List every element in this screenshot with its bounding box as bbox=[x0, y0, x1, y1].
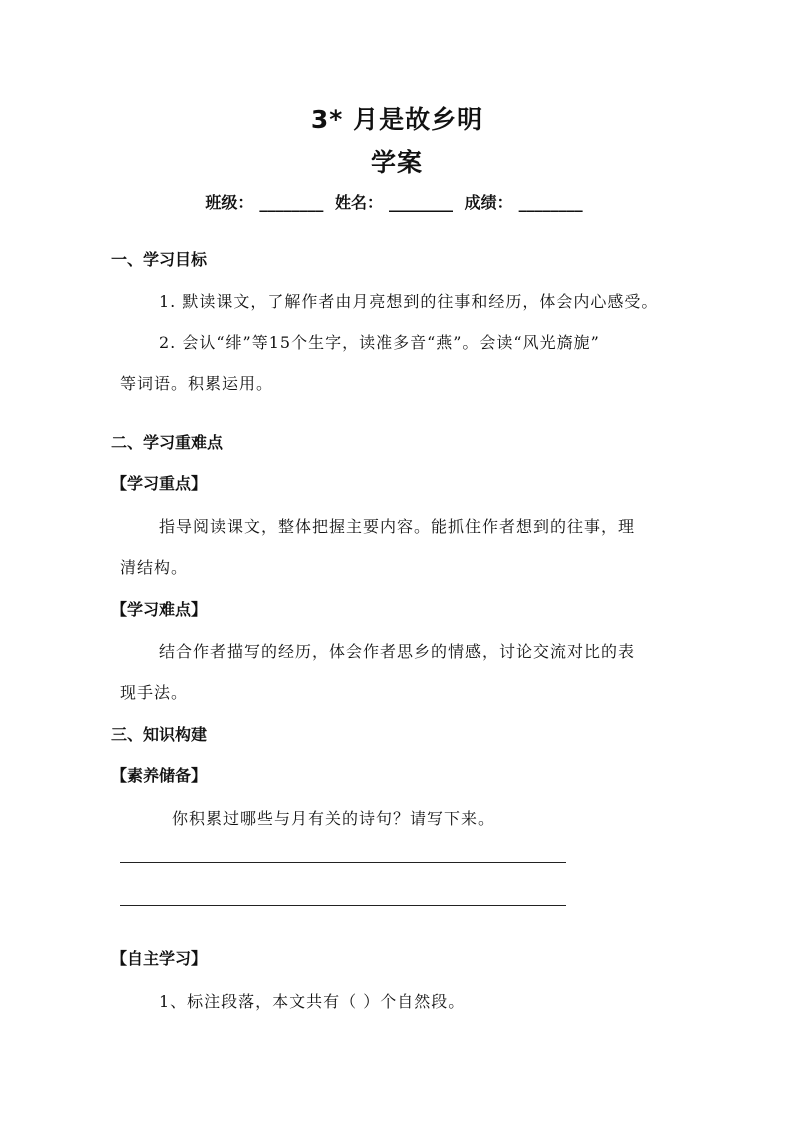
reserve-label: 【素养储备】 bbox=[111, 766, 208, 785]
self-study-item-1: 1、标注段落，本文共有（ ）个自然段。 bbox=[159, 992, 466, 1011]
student-info-line bbox=[0, 190, 794, 213]
page-subtitle: 学案 bbox=[370, 148, 423, 177]
page-title: 3* 月是故乡明 bbox=[310, 105, 484, 134]
class-label: 班级： bbox=[205, 193, 254, 212]
class-field[interactable]: ________ bbox=[259, 193, 324, 212]
name-field[interactable]: ________ bbox=[389, 193, 453, 212]
name-label: 姓名： bbox=[334, 193, 383, 212]
section-heading-knowledge: 三、知识构建 bbox=[111, 725, 208, 744]
difficult-point-line-2: 现手法。 bbox=[120, 683, 189, 702]
self-study-label: 【自主学习】 bbox=[111, 949, 208, 968]
key-point-line-2: 清结构。 bbox=[120, 558, 189, 577]
goal-item-2: 2. 会认“绯”等15个生字，读准多音“燕”。会读“风光旖旎” bbox=[159, 333, 600, 352]
section-heading-key-difficult: 二、学习重难点 bbox=[111, 433, 224, 452]
key-point-line-1: 指导阅读课文，整体把握主要内容。能抓住作者想到的往事，理 bbox=[159, 517, 636, 536]
answer-line-1[interactable] bbox=[120, 862, 566, 863]
goal-item-2-continued: 等词语。积累运用。 bbox=[120, 374, 274, 393]
score-field[interactable]: ________ bbox=[518, 193, 583, 212]
difficult-point-label: 【学习难点】 bbox=[111, 600, 208, 619]
score-label: 成绩： bbox=[464, 193, 513, 212]
reserve-question: 你积累过哪些与月有关的诗句？请写下来。 bbox=[172, 809, 496, 828]
section-heading-goals: 一、学习目标 bbox=[111, 250, 208, 269]
goal-item-1: 1. 默读课文，了解作者由月亮想到的往事和经历，体会内心感受。 bbox=[159, 292, 659, 311]
key-point-label: 【学习重点】 bbox=[111, 474, 208, 493]
answer-line-2[interactable] bbox=[120, 905, 566, 906]
difficult-point-line-1: 结合作者描写的经历，体会作者思乡的情感，讨论交流对比的表 bbox=[159, 642, 636, 661]
